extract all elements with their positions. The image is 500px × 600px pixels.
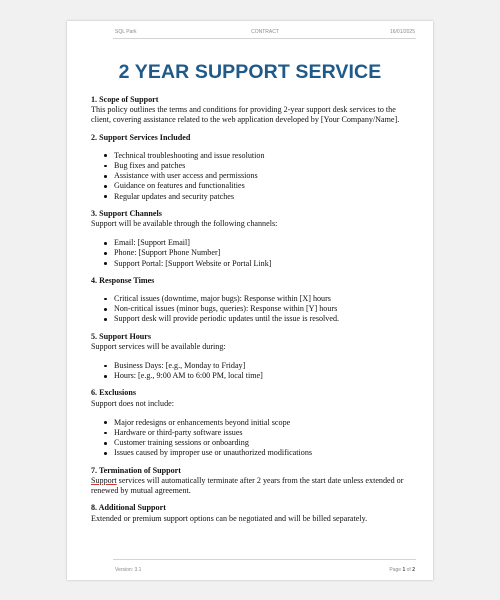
section-heading: 8. Additional Support: [91, 503, 166, 513]
section-body: Support does not include:: [91, 398, 174, 408]
document-body: [91, 95, 411, 531]
bullet-list: [91, 294, 411, 325]
list-item: [104, 438, 411, 448]
section-heading: 5. Support Hours: [91, 331, 152, 341]
bullet-list: [91, 418, 411, 459]
list-item: [104, 294, 411, 304]
bullet-icon: [104, 442, 107, 445]
section-body: [91, 476, 411, 496]
bullet-icon: [104, 375, 107, 378]
page-current: 1: [402, 567, 406, 573]
section-additional-support: [91, 503, 411, 523]
page-footer: [115, 567, 415, 577]
bullet-list: [91, 151, 411, 202]
bullet-icon: [104, 252, 107, 255]
list-item-text: Business Days: [e.g., Monday to Friday]: [114, 361, 246, 371]
header-company: SQL Park: [115, 29, 137, 35]
bullet-icon: [104, 432, 107, 435]
section-heading: 6. Exclusions: [91, 388, 136, 398]
header-date: 16/01/2025: [389, 29, 415, 35]
list-item: [104, 428, 411, 438]
section-response-times: [91, 276, 411, 325]
section-body: Support will be available through the following channels:: [91, 219, 278, 229]
list-item-text: Phone: [Support Phone Number]: [114, 248, 221, 258]
list-item-text: Guidance on features and functionalities: [114, 181, 245, 191]
list-item-text: Non-critical issues (minor bugs, queries): Response within [Y] hours: [114, 304, 338, 314]
list-item-text: Assistance with user access and permissions: [114, 171, 258, 181]
list-item: [104, 151, 411, 161]
list-item-text: Hours: [e.g., 9:00 AM to 6:00 PM, local time]: [114, 371, 263, 381]
list-item: [104, 171, 411, 181]
list-item-text: Bug fixes and patches: [114, 161, 186, 171]
list-item: [104, 259, 411, 269]
section-body: Extended or premium support options can be negotiated and will be billed separately.: [91, 513, 368, 523]
list-item: [104, 192, 411, 202]
bullet-icon: [104, 421, 107, 424]
bullet-icon: [104, 318, 107, 321]
section-support-channels: [91, 209, 411, 269]
bullet-list: [91, 361, 411, 381]
bullet-icon: [104, 165, 107, 168]
list-item: [104, 161, 411, 171]
list-item: [104, 238, 411, 248]
bullet-icon: [104, 195, 107, 198]
list-item-text: Technical troubleshooting and issue resolution: [114, 150, 265, 160]
section-heading: 3. Support Channels: [91, 208, 162, 218]
bullet-icon: [104, 308, 107, 311]
list-item-text: Support desk will provide periodic updates until the issue is resolved.: [114, 314, 340, 324]
section-heading: 4. Response Times: [91, 275, 155, 285]
bullet-list: [91, 238, 411, 269]
list-item-text: Customer training sessions or onboarding: [114, 438, 249, 448]
section-body: This policy outlines the terms and conditions for providing 2-year support desk services to the client, covering assistance related to the web application developed by [Your Company/Name].: [91, 105, 400, 125]
section-heading: 1. Scope of Support: [91, 95, 159, 104]
list-item: [104, 304, 411, 314]
list-item-text: Email: [Support Email]: [114, 238, 190, 248]
list-item-text: Hardware or third-party software issues: [114, 428, 243, 438]
section-body: Support services will be available during:: [91, 341, 226, 351]
footer-page-number: [389, 567, 415, 573]
list-item-text: Issues caused by improper use or unauthorized modifications: [114, 448, 313, 458]
page-prefix: Page: [389, 567, 403, 573]
list-item-text: Critical issues (downtime, major bugs): Response within [X] hours: [114, 294, 331, 304]
bullet-icon: [104, 298, 107, 301]
list-item: [104, 361, 411, 371]
bullet-icon: [104, 175, 107, 178]
list-item: [104, 248, 411, 258]
section-body-text: services will automatically terminate after 2 years from the start date unless extended or renewed by mutual agreement.: [91, 475, 404, 496]
bullet-icon: [104, 154, 107, 157]
bullet-icon: [104, 242, 107, 245]
section-heading: 2. Support Services Included: [91, 132, 191, 142]
bullet-icon: [104, 452, 107, 455]
bullet-icon: [104, 185, 107, 188]
bullet-icon: [104, 262, 107, 265]
header-doc-type: CONTRACT: [251, 29, 279, 35]
document-page: [67, 21, 433, 580]
section-services-included: [91, 133, 411, 202]
spellcheck-underlined-word: Support: [91, 475, 117, 485]
footer-divider: [113, 559, 416, 560]
section-scope: [91, 95, 411, 126]
footer-version: Version: 3.1: [115, 567, 142, 573]
section-exclusions: [91, 388, 411, 458]
section-heading: 7. Termination of Support: [91, 465, 181, 475]
page-total: 2: [412, 567, 415, 573]
section-termination: [91, 466, 411, 497]
list-item-text: Major redesigns or enhancements beyond initial scope: [114, 417, 291, 427]
list-item: [104, 314, 411, 324]
list-item-text: Regular updates and security patches: [114, 191, 235, 201]
document-title: 2 YEAR SUPPORT SERVICE: [118, 61, 382, 83]
list-item: [104, 448, 411, 458]
list-item: [104, 181, 411, 191]
header-divider: [113, 38, 416, 39]
page-mid: of: [405, 567, 413, 573]
list-item-text: Support Portal: [Support Website or Portal Link]: [114, 258, 272, 268]
bullet-icon: [104, 365, 107, 368]
section-support-hours: [91, 332, 411, 382]
list-item: [104, 418, 411, 428]
list-item: [104, 371, 411, 381]
